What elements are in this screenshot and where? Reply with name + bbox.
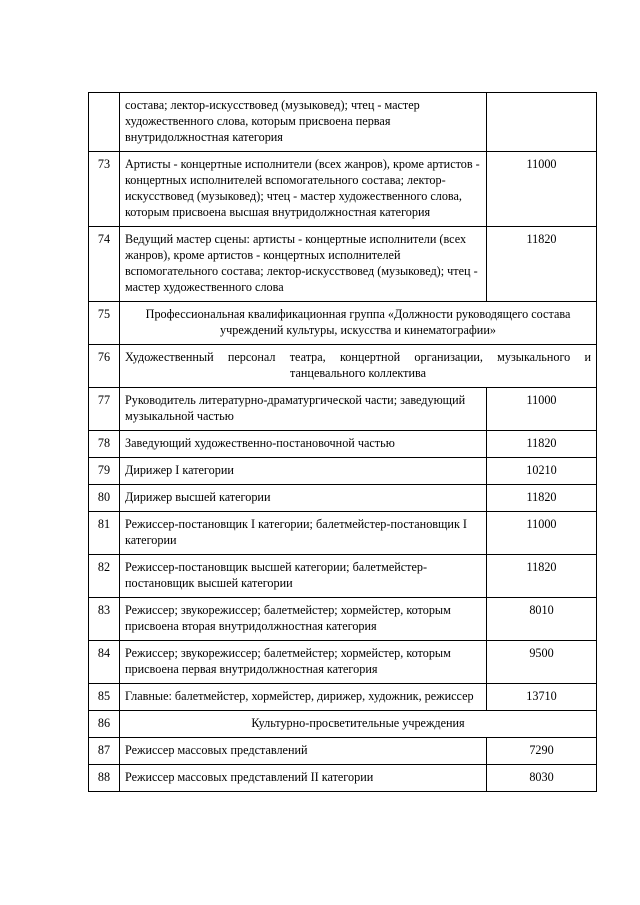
row-number: 77 xyxy=(89,388,120,431)
salary-value: 11820 xyxy=(487,227,597,302)
row-number: 84 xyxy=(89,641,120,684)
position-description: Режиссер-постановщик I категории; балетмейстер-постановщик I категории xyxy=(120,512,487,555)
position-description: Режиссер; звукорежиссер; балетмейстер; хормейстер, которым присвоена вторая внутридолжностная категория xyxy=(120,598,487,641)
position-description: Главные: балетмейстер, хормейстер, дирижер, художник, режиссер xyxy=(120,684,487,711)
section-heading: Культурно-просветительные учреждения xyxy=(120,711,597,738)
table-row xyxy=(89,93,597,152)
table-row xyxy=(89,512,597,555)
salary-table xyxy=(88,92,597,792)
salary-value: 7290 xyxy=(487,738,597,765)
salary-value: 11000 xyxy=(487,388,597,431)
row-number: 79 xyxy=(89,458,120,485)
position-description: Артисты - концертные исполнители (всех жанров), кроме артистов - концертных исполнителей вспомогательного состава; лектор-искусствовед (музыковед); чтец - мастер художественного слова, которым присвоена высшая внутридолжностная категория xyxy=(120,152,487,227)
position-description: Режиссер-постановщик высшей категории; балетмейстер-постановщик высшей категории xyxy=(120,555,487,598)
table-row xyxy=(89,684,597,711)
section-heading: Профессиональная квалификационная группа «Должности руководящего состава учреждений культуры, искусства и кинематографии» xyxy=(120,302,597,345)
row-number: 75 xyxy=(89,302,120,345)
position-description: Режиссер массовых представлений II категории xyxy=(120,765,487,792)
section-row xyxy=(89,302,597,345)
table-row xyxy=(89,738,597,765)
row-number: 74 xyxy=(89,227,120,302)
position-description: Руководитель литературно-драматургической части; заведующий музыкальной частью xyxy=(120,388,487,431)
row-number: 88 xyxy=(89,765,120,792)
section-row xyxy=(89,345,597,388)
table-row xyxy=(89,227,597,302)
salary-value: 11820 xyxy=(487,431,597,458)
section-heading: Художественный персонал театра, концертной организации, музыкального и танцевального коллектива xyxy=(120,345,597,388)
table-row xyxy=(89,598,597,641)
row-number: 81 xyxy=(89,512,120,555)
position-description: Дирижер I категории xyxy=(120,458,487,485)
salary-value xyxy=(487,93,597,152)
row-number: 80 xyxy=(89,485,120,512)
table-row xyxy=(89,641,597,684)
row-number: 85 xyxy=(89,684,120,711)
salary-value: 13710 xyxy=(487,684,597,711)
row-number: 87 xyxy=(89,738,120,765)
table-row xyxy=(89,388,597,431)
row-number: 86 xyxy=(89,711,120,738)
section-row xyxy=(89,711,597,738)
row-number: 73 xyxy=(89,152,120,227)
salary-value: 8030 xyxy=(487,765,597,792)
table-row xyxy=(89,458,597,485)
table-row xyxy=(89,152,597,227)
row-number: 82 xyxy=(89,555,120,598)
table-row xyxy=(89,555,597,598)
salary-value: 11000 xyxy=(487,512,597,555)
position-description: Дирижер высшей категории xyxy=(120,485,487,512)
position-description: Заведующий художественно-постановочной частью xyxy=(120,431,487,458)
salary-value: 11820 xyxy=(487,555,597,598)
salary-value: 11000 xyxy=(487,152,597,227)
position-description: состава; лектор-искусствовед (музыковед); чтец - мастер художественного слова, которым присвоена первая внутридолжностная категория xyxy=(120,93,487,152)
table-row xyxy=(89,431,597,458)
row-number xyxy=(89,93,120,152)
salary-value: 10210 xyxy=(487,458,597,485)
table-row xyxy=(89,765,597,792)
table-row xyxy=(89,485,597,512)
salary-value: 9500 xyxy=(487,641,597,684)
row-number: 83 xyxy=(89,598,120,641)
position-description: Режиссер; звукорежиссер; балетмейстер; хормейстер, которым присвоена первая внутридолжностная категория xyxy=(120,641,487,684)
row-number: 76 xyxy=(89,345,120,388)
salary-value: 8010 xyxy=(487,598,597,641)
salary-table-body xyxy=(89,93,597,792)
row-number: 78 xyxy=(89,431,120,458)
position-description: Режиссер массовых представлений xyxy=(120,738,487,765)
position-description: Ведущий мастер сцены: артисты - концертные исполнители (всех жанров), кроме артистов - концертных исполнителей вспомогательного состава; лектор-искусствовед (музыковед); чтец - мастер художественного слова xyxy=(120,227,487,302)
salary-value: 11820 xyxy=(487,485,597,512)
